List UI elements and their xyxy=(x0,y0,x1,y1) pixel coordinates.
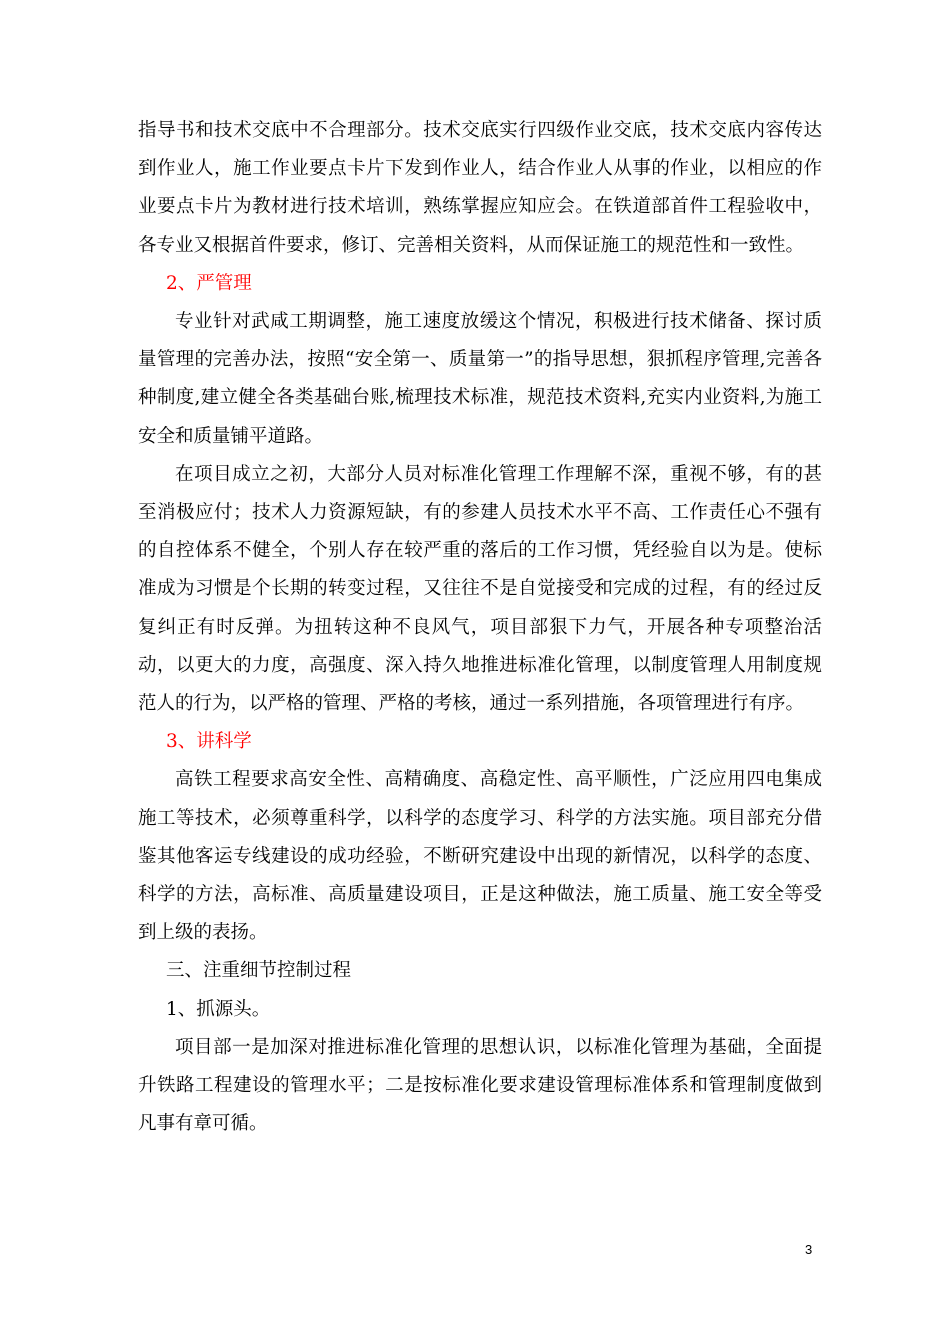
subsection-heading-source: 1、抓源头。 xyxy=(166,998,271,1020)
document-body xyxy=(138,112,822,1143)
section-heading-detail-control: 三、注重细节控制过程 xyxy=(166,960,352,982)
paragraph-continued: 指导书和技术交底中不合理部分。技术交底实行四级作业交底，技术交底内容传达到作业人，施工作业要点卡片下发到作业人，结合作业人从事的作业，以相应的作业要点卡片为教材进行技术培训，熟练掌握应知应会。在铁道部首件工程验收中，各专业又根据首件要求，修订、完善相关资料，从而保证施工的规范性和一致性。 xyxy=(138,120,822,256)
paragraph: 项目部一是加深对推进标准化管理的思想认识，以标准化管理为基础，全面提升铁路工程建设的管理水平；二是按标准化要求建设管理标准体系和管理制度做到凡事有章可循。 xyxy=(138,1036,822,1135)
section-heading-science: 3、讲科学 xyxy=(166,731,252,753)
paragraph: 高铁工程要求高安全性、高精确度、高稳定性、高平顺性，广泛应用四电集成施工等技术，必须尊重科学，以科学的态度学习、科学的方法实施。项目部充分借鉴其他客运专线建设的成功经验，不断研究建设中出现的新情况，以科学的态度、科学的方法，高标准、高质量建设项目，正是这种做法，施工质量、施工安全等受到上级的表扬。 xyxy=(138,769,822,944)
paragraph: 在项目成立之初，大部分人员对标准化管理工作理解不深，重视不够，有的甚至消极应付；技术人力资源短缺，有的参建人员技术水平不高、工作责任心不强有的自控体系不健全，个别人存在较严重的落后的工作习惯，凭经验自以为是。使标准成为习惯是个长期的转变过程，又往往不是自觉接受和完成的过程，有的经过反复纠正有时反弹。为扭转这种不良风气，项目部狠下力气，开展各种专项整治活动，以更大的力度，高强度、深入持久地推进标准化管理，以制度管理人用制度规范人的行为，以严格的管理、严格的考核，通过一系列措施，各项管理进行有序。 xyxy=(138,463,822,715)
section-heading-strict-management: 2、严管理 xyxy=(166,272,252,294)
page-number: 3 xyxy=(805,1242,813,1257)
paragraph: 专业针对武咸工期调整，施工速度放缓这个情况，积极进行技术储备、探讨质量管理的完善办法，按照“安全第一、质量第一”的指导思想，狠抓程序管理,完善各种制度,建立健全各类基础台账,梳理技术标准，规范技术资料,充实内业资料,为施工安全和质量铺平道路。 xyxy=(138,311,822,447)
